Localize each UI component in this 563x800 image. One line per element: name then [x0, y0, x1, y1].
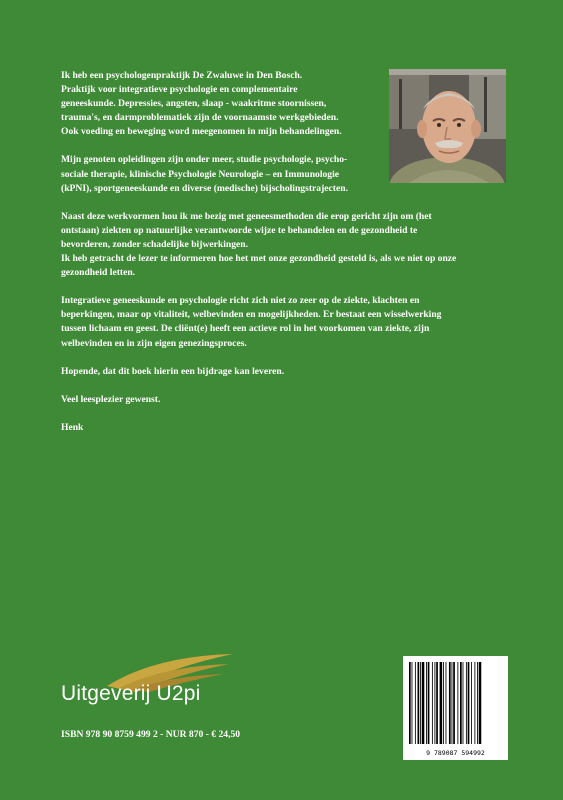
- intro-line: Praktijk voor integratieve psychologie en complementaire: [61, 84, 298, 96]
- education-line: Mijn genoten opleidingen zijn onder meer, studie psychologie, psycho-: [61, 154, 348, 166]
- barcode-bar: [422, 662, 425, 744]
- barcode-bar: [432, 662, 433, 744]
- isbn-line: ISBN 978 90 8759 499 2 - NUR 870 - € 24,50: [61, 729, 241, 740]
- methods-paragraph: [61, 210, 511, 280]
- integrative-paragraph: [61, 294, 511, 350]
- barcode-bar: [471, 662, 472, 744]
- integrative-line: beperkingen, maar op vitaliteit, welbevinden en mogelijkheden. Er bestaat een wisselwerking: [61, 309, 442, 321]
- barcode: [403, 656, 508, 760]
- hope-line: Hopende, dat dit boek hierin een bijdrage kan leveren.: [61, 365, 285, 377]
- intro-paragraph: [61, 69, 381, 139]
- barcode-bar: [420, 662, 421, 744]
- barcode-bar: [409, 662, 411, 744]
- publisher-name: Uitgeverij U2pi: [61, 682, 201, 705]
- education-line: sociale therapie, klinische Psychologie Neurologie – en Immunologie: [61, 168, 340, 180]
- barcode-bar: [428, 662, 430, 744]
- methods-line: Ik heb getracht de lezer te informeren hoe het met onze gezondheid gesteld is, als we niet op onze: [61, 253, 457, 265]
- intro-line: trauma's, en darmproblematiek zijn de voornaamste werkgebieden.: [61, 112, 339, 124]
- barcode-bar: [468, 662, 470, 744]
- barcode-bar: [418, 662, 420, 744]
- barcode-bar: [436, 662, 438, 744]
- barcode-bar: [452, 662, 453, 744]
- barcode-bar: [446, 662, 447, 744]
- barcode-bar: [415, 662, 416, 744]
- intro-line: geneeskunde. Depressies, angsten, slaap - waakritme stoornissen,: [61, 98, 327, 110]
- barcode-bar: [460, 662, 462, 744]
- methods-line: ontstaan) ziekten op natuurlijke verantwoorde wijze te behandelen en de gezondheid te: [61, 224, 418, 236]
- education-line: (kPNI), sportgeneeskunde en diverse (medische) bijscholingstrajecten.: [61, 182, 348, 194]
- barcode-bar: [426, 662, 427, 744]
- methods-line: Naast deze werkvormen hou ik me bezig met geneesmethoden die erop gericht zijn om (het: [61, 210, 432, 222]
- intro-line: Ik heb een psychologenpraktijk De Zwaluwe in Den Bosch.: [61, 70, 303, 81]
- methods-line: bevorderen, zonder schadelijke bijwerkingen.: [61, 238, 248, 250]
- barcode-bar: [443, 662, 444, 744]
- publisher-logo: [61, 652, 301, 712]
- integrative-line: tussen lichaam en geest. De cliënt(e) heeft een actieve rol in het voorkomen van ziekte, zijn: [61, 323, 430, 335]
- barcode-bar: [435, 662, 436, 744]
- back-cover-text: [61, 69, 511, 435]
- barcode-bar: [474, 662, 475, 744]
- integrative-line: welbevinden en in zijn eigen genezingsproces.: [61, 337, 247, 349]
- education-paragraph: [61, 153, 511, 195]
- barcode-digits: 9 789087 594992: [426, 749, 485, 757]
- barcode-bar: [412, 662, 413, 744]
- barcode-bar: [477, 662, 478, 744]
- barcode-bar: [457, 662, 458, 744]
- intro-line: Ook voeding en beweging word meegenomen in mijn behandelingen.: [61, 126, 342, 138]
- barcode-bars: [409, 662, 502, 744]
- barcode-bar: [453, 662, 455, 744]
- barcode-bar: [463, 662, 464, 744]
- barcode-bar: [479, 662, 482, 744]
- wish-line: Veel leesplezier gewenst.: [61, 393, 161, 405]
- methods-line: gezondheid letten.: [61, 267, 136, 279]
- barcode-bar: [466, 662, 467, 744]
- barcode-bar: [440, 662, 443, 744]
- signature: Henk: [61, 421, 84, 433]
- barcode-bar: [449, 662, 451, 744]
- integrative-line: Integratieve geneeskunde en psychologie richt zich niet zo zeer op de ziekte, klachten en: [61, 295, 420, 307]
